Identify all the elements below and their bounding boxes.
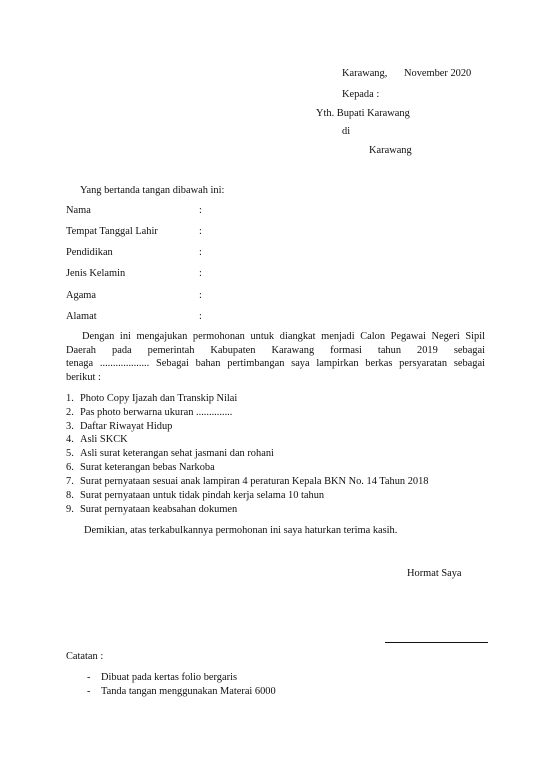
kepada-text: Kepada :: [342, 89, 380, 100]
body-paragraph: [66, 330, 485, 384]
list-item-number: 5.: [66, 448, 74, 459]
list-item-number: 6.: [66, 462, 74, 473]
signoff-text: Hormat Saya: [407, 568, 462, 579]
recipient-text: Yth. Bupati Karawang: [316, 108, 410, 119]
list-item: Asli surat keterangan sehat jasmani dan rohani: [80, 448, 274, 459]
list-item: Surat keterangan bebas Narkoba: [80, 462, 215, 473]
field-label-nama: Nama: [66, 205, 91, 216]
body-line: Dengan ini mengajukan permohonan untuk diangkat menjadi Calon Pegawai Negeri Sipil: [82, 331, 485, 342]
list-item: Asli SKCK: [80, 434, 128, 445]
note-bullet: -: [87, 672, 91, 683]
field-label-pendidikan: Pendidikan: [66, 247, 113, 258]
field-colon: :: [199, 290, 202, 301]
body-line: Daerah pada pemerintah Kabupaten Karawang formasi tahun 2019 sebagai: [66, 344, 485, 356]
place-text: Karawang,: [342, 68, 388, 79]
list-item: Photo Copy Ijazah dan Transkip Nilai: [80, 393, 238, 404]
note-item: Dibuat pada kertas folio bergaris: [101, 672, 237, 683]
body-line: berikut :: [66, 371, 101, 383]
field-colon: :: [199, 268, 202, 279]
list-item: Surat pernyataan untuk tidak pindah kerja selama 10 tahun: [80, 490, 325, 501]
list-item: Surat pernyataan sesuai anak lampiran 4 peraturan Kepala BKN No. 14 Tahun 2018: [80, 476, 429, 487]
list-item-number: 4.: [66, 434, 74, 445]
date-text: November 2020: [404, 68, 472, 79]
list-item-number: 2.: [66, 407, 74, 418]
field-label-ttl: Tempat Tanggal Lahir: [66, 226, 158, 237]
list-item-number: 3.: [66, 421, 74, 432]
field-colon: :: [199, 226, 202, 237]
field-colon: :: [199, 311, 202, 322]
intro-text: Yang bertanda tangan dibawah ini:: [80, 185, 225, 196]
closing-text: Demikian, atas terkabulkannya permohonan ini saya haturkan terima kasih.: [84, 525, 398, 536]
field-label-alamat: Alamat: [66, 311, 97, 322]
notes-title: Catatan :: [66, 651, 104, 662]
list-item: Pas photo berwarna ukuran ..............: [80, 407, 233, 418]
list-item: Surat pernyataan keabsahan dokumen: [80, 504, 238, 515]
list-item-number: 7.: [66, 476, 74, 487]
field-colon: :: [199, 247, 202, 258]
note-bullet: -: [87, 686, 91, 697]
city-text: Karawang: [369, 145, 412, 156]
body-line: tenaga ................... Sebagai bahan pertimbangan saya lampirkan berkas persyaratan sebagai: [66, 358, 485, 370]
list-item-number: 8.: [66, 490, 74, 501]
list-item-number: 1.: [66, 393, 74, 404]
field-colon: :: [199, 205, 202, 216]
di-text: di: [342, 126, 351, 137]
note-item: Tanda tangan menggunakan Materai 6000: [101, 686, 276, 697]
field-label-agama: Agama: [66, 290, 97, 301]
signature-line: [385, 642, 488, 643]
list-item: Daftar Riwayat Hidup: [80, 421, 173, 432]
field-label-jenis-kelamin: Jenis Kelamin: [66, 268, 126, 279]
list-item-number: 9.: [66, 504, 74, 515]
